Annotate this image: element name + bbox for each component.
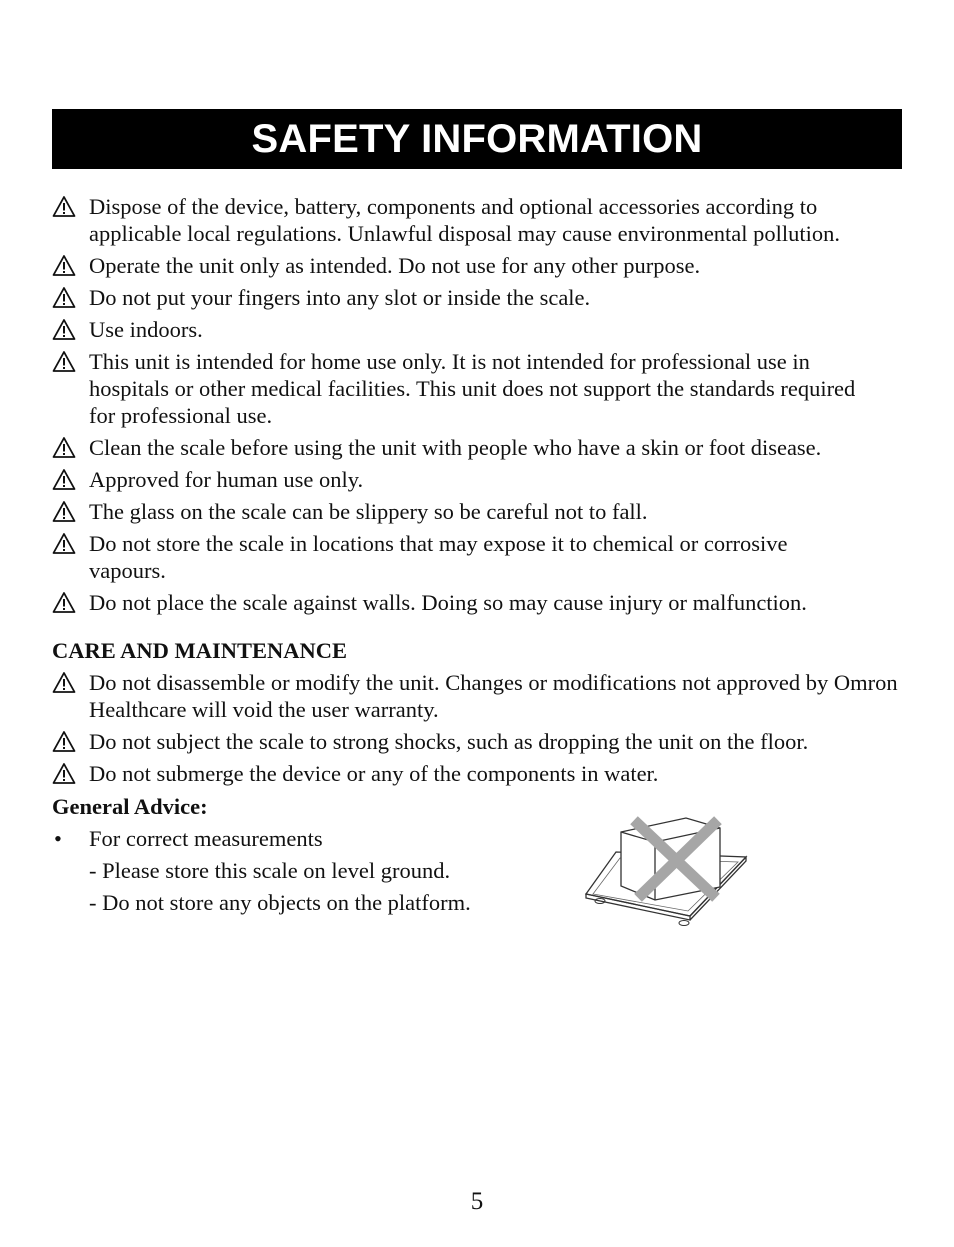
advice-sub-item: - Do not store any objects on the platform.: [89, 890, 471, 915]
warning-icon: [52, 195, 76, 219]
safety-item: [52, 316, 912, 343]
safety-item-text: Use indoors.: [89, 317, 203, 342]
safety-item: [52, 530, 867, 584]
warning-icon: [52, 468, 76, 492]
safety-item-text: Dispose of the device, battery, components and optional accessories according to applicable local regulations. Unlawful disposal may cause environmental pollution.: [89, 194, 841, 246]
safety-item-text: This unit is intended for home use only. It is not intended for professional use in hospitals or other medical facilities. This unit does not support the standards required for professional use.: [89, 349, 856, 428]
warning-icon: [52, 532, 76, 556]
safety-item: [52, 498, 912, 525]
warning-icon: [52, 350, 76, 374]
safety-item-text: Do not store the scale in locations that may expose it to chemical or corrosive vapours.: [89, 531, 788, 583]
care-heading: CARE AND MAINTENANCE: [52, 638, 348, 663]
bullet-point: •: [54, 826, 62, 851]
safety-item: [52, 589, 912, 616]
page-number: 5: [470, 1188, 484, 1215]
warning-icon: [52, 671, 76, 695]
warning-icon: [52, 318, 76, 342]
safety-item: [52, 193, 912, 247]
advice-sub-item: - Please store this scale on level ground.: [89, 858, 451, 883]
safety-item-text: Do not put your fingers into any slot or inside the scale.: [89, 285, 591, 310]
page-title: SAFETY INFORMATION: [52, 109, 902, 169]
safety-item: [52, 284, 912, 311]
scale-with-box-crossed-out-illustration: [580, 812, 755, 935]
warning-icon: [52, 591, 76, 615]
safety-item: [52, 252, 912, 279]
safety-item: [52, 348, 867, 429]
care-item: [52, 728, 912, 755]
care-item-text: Do not disassemble or modify the unit. Changes or modifications not approved by Omron Healthcare will void the user warranty.: [89, 670, 898, 722]
care-item: [52, 760, 912, 787]
safety-item-text: Operate the unit only as intended. Do not use for any other purpose.: [89, 253, 701, 278]
warning-icon: [52, 436, 76, 460]
care-item-text: Do not submerge the device or any of the components in water.: [89, 761, 659, 786]
safety-item: [52, 466, 912, 493]
safety-item: [52, 434, 912, 461]
advice-heading: General Advice:: [52, 794, 208, 819]
warning-icon: [52, 730, 76, 754]
warning-icon: [52, 286, 76, 310]
safety-item-text: Clean the scale before using the unit with people who have a skin or foot disease.: [89, 435, 822, 460]
safety-item-text: The glass on the scale can be slippery so be careful not to fall.: [89, 499, 648, 524]
warning-icon: [52, 254, 76, 278]
warning-icon: [52, 500, 76, 524]
warning-icon: [52, 762, 76, 786]
safety-item-text: Approved for human use only.: [89, 467, 364, 492]
care-item-text: Do not subject the scale to strong shocks, such as dropping the unit on the floor.: [89, 729, 809, 754]
care-item: [52, 669, 912, 723]
safety-item-text: Do not place the scale against walls. Doing so may cause injury or malfunction.: [89, 590, 807, 615]
advice-bullet-text: For correct measurements: [89, 826, 323, 851]
